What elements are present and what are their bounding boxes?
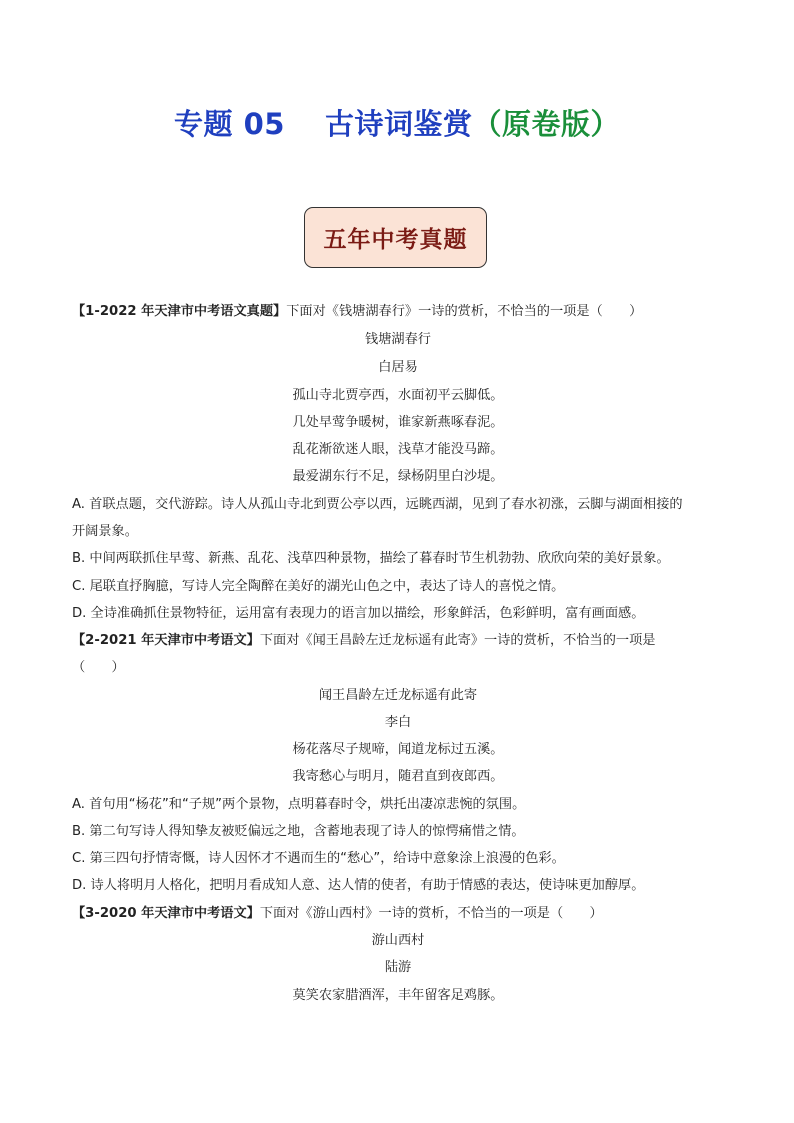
section-badge-label: 五年中考真题: [323, 226, 468, 253]
question-2-option-c: C. 第三四句抒情寄慨，诗人因怀才不遇而生的“愁心”，给诗中意象涂上浪漫的色彩。: [72, 851, 565, 866]
poem-1-line: 几处早莺争暖树，谁家新燕啄春泥。: [292, 415, 504, 430]
question-1-label: 【1-2022 年天津市中考语文真题】: [72, 304, 287, 319]
question-3-prompt: 下面对《游山西村》一诗的赏析，不恰当的一项是（ ）: [259, 906, 603, 921]
question-3-label: 【3-2020 年天津市中考语文】: [72, 906, 260, 921]
question-1-option-a-cont: 开阔景象。: [72, 524, 138, 539]
question-1-prompt: 下面对《钱塘湖春行》一诗的赏析，不恰当的一项是（ ）: [286, 304, 643, 319]
poem-1-poet: 白居易: [378, 360, 418, 375]
question-1-option-a: A. 首联点题，交代游踪。诗人从孤山寺北到贾公亭以西，远眺西湖，见到了春水初涨，云脚与湖面相接的: [72, 497, 683, 512]
poem-3-line: 莫笑农家腊酒浑，丰年留客足鸡豚。: [292, 988, 504, 1003]
poem-3-poet: 陆游: [384, 960, 412, 975]
title-topic-number: 专题 05: [174, 107, 285, 141]
question-2-option-a: A. 首句用“杨花”和“子规”两个景物，点明暮春时令，烘托出凄凉悲惋的氛围。: [72, 797, 526, 812]
question-1-heading: [72, 298, 724, 325]
title-edition: （原卷版）: [472, 107, 620, 141]
question-1-option-d: D. 全诗准确抓住景物特征，运用富有表现力的语言加以描绘，形象鲜活，色彩鲜明，富有画面感。: [72, 606, 645, 621]
poem-1-line: 乱花渐欲迷人眼，浅草才能没马蹄。: [292, 442, 504, 457]
poem-1-line: 孤山寺北贾亭西，水面初平云脚低。: [292, 388, 504, 403]
question-2-option-b: B. 第二句写诗人得知挚友被贬偏远之地，含蓄地表现了诗人的惊愕痛惜之情。: [72, 824, 525, 839]
poem-3-title: 游山西村: [371, 933, 425, 948]
question-2-prompt-cont: （ ）: [72, 660, 125, 675]
page-title: [0, 102, 794, 143]
question-1-option-c: C. 尾联直抒胸臆，写诗人完全陶醉在美好的湖光山色之中，表达了诗人的喜悦之情。: [72, 579, 565, 594]
poem-1-title: 钱塘湖春行: [365, 332, 431, 347]
title-topic-name: 古诗词鉴赏: [324, 107, 473, 141]
poem-2-line: 我寄愁心与明月，随君直到夜郎西。: [292, 769, 504, 784]
question-2-label: 【2-2021 年天津市中考语文】: [72, 633, 260, 648]
question-2-heading: [72, 627, 724, 654]
poem-2-line: 杨花落尽子规啼，闻道龙标过五溪。: [292, 742, 504, 757]
poem-2-poet: 李白: [384, 715, 412, 730]
poem-1-line: 最爱湖东行不足，绿杨阴里白沙堤。: [292, 469, 504, 484]
question-3-heading: [72, 900, 724, 927]
poem-2-title: 闻王昌龄左迁龙标遥有此寄: [318, 688, 478, 703]
question-2-prompt: 下面对《闻王昌龄左迁龙标遥有此寄》一诗的赏析，不恰当的一项是: [259, 633, 656, 648]
section-badge: [304, 207, 487, 268]
question-2-option-d: D. 诗人将明月人格化，把明月看成知人意、达人情的使者，有助于情感的表达，使诗味更加醇厚。: [72, 878, 645, 893]
question-1-option-b: B. 中间两联抓住早莺、新燕、乱花、浅草四种景物，描绘了暮春时节生机勃勃、欣欣向荣的美好景象。: [72, 551, 670, 566]
